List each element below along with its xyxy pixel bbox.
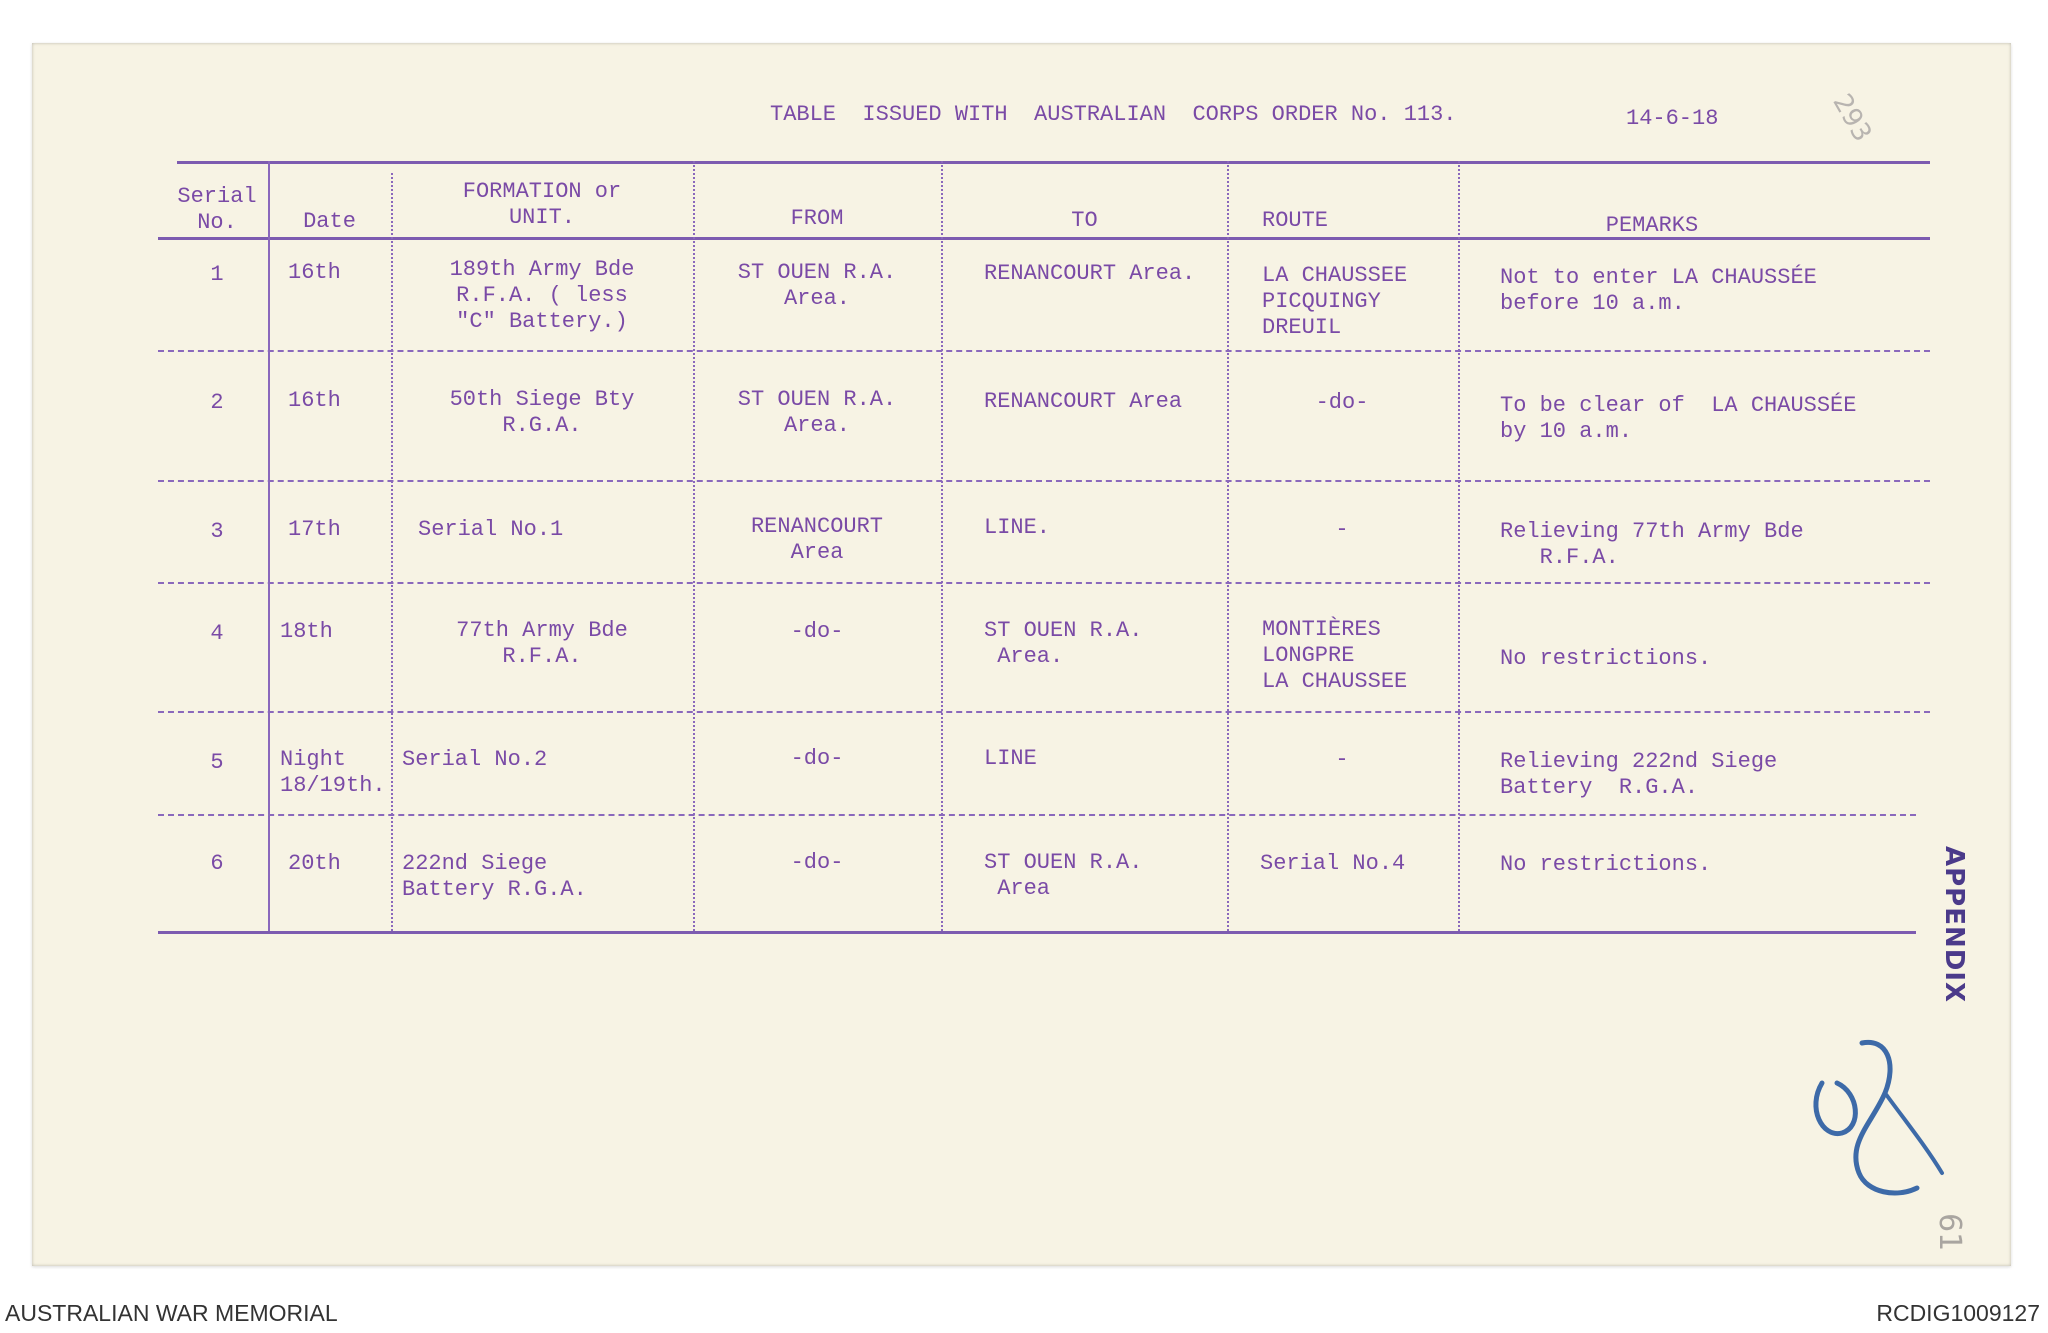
table-cell-date: 20th <box>288 851 341 876</box>
column-separator <box>391 173 393 931</box>
footer-catalog-id: RCDIG1009127 <box>1876 1300 2040 1326</box>
column-separator <box>268 161 270 931</box>
table-cell-from: -do- <box>790 746 844 771</box>
document-title: TABLE ISSUED WITH AUSTRALIAN CORPS ORDER No. 113. <box>770 102 1457 127</box>
table-cell-serial: 4 <box>210 621 224 646</box>
table-cell-to: LINE <box>984 746 1037 771</box>
table-cell-from: RENANCOURT Area <box>750 514 884 565</box>
row-divider <box>158 814 1916 816</box>
table-cell-formation: 77th Army Bde R.F.A. <box>456 618 628 669</box>
table-cell-remarks: To be clear of LA CHAUSSÉE by 10 a.m. <box>1500 393 1857 444</box>
row-divider <box>158 582 1930 584</box>
header-formation: FORMATION or UNIT. <box>462 179 622 230</box>
table-cell-serial: 1 <box>210 262 224 287</box>
handwritten-mark <box>1767 1023 1967 1233</box>
table-cell-to: ST OUEN R.A. Area <box>984 850 1143 901</box>
document-date: 14-6-18 <box>1626 106 1719 131</box>
table-cell-date: 17th <box>288 517 341 542</box>
table-cell-remarks: No restrictions. <box>1500 852 1712 877</box>
row-divider <box>158 350 1930 352</box>
handwritten-value: 8 <box>1767 1023 1768 1024</box>
table-cell-date: 16th <box>288 260 341 285</box>
table-cell-route: LA CHAUSSEE PICQUINGY DREUIL <box>1262 263 1408 340</box>
header-from: FROM <box>790 206 844 231</box>
header-route: ROUTE <box>1262 208 1329 233</box>
table-cell-to: RENANCOURT Area. <box>984 261 1196 286</box>
pencil-folio-number: 293 <box>1826 89 1878 147</box>
table-cell-serial: 2 <box>210 390 224 415</box>
table-cell-date: 16th <box>288 388 341 413</box>
table-cell-serial: 3 <box>210 519 224 544</box>
header-to: TO <box>1071 208 1098 233</box>
appendix-stamp: APPENDIX <box>1939 846 1969 1004</box>
table-cell-serial: 6 <box>210 851 224 876</box>
table-cell-from: -do- <box>790 619 844 644</box>
column-separator <box>1458 161 1460 931</box>
column-separator <box>693 161 695 931</box>
header-remarks: PEMARKS <box>1605 213 1699 238</box>
column-separator <box>1227 161 1229 931</box>
table-cell-route: -do- <box>1315 390 1369 415</box>
table-cell-to: RENANCOURT Area <box>984 389 1183 414</box>
table-top-rule <box>177 161 1930 164</box>
header-date: Date <box>303 209 356 234</box>
table-cell-route: Serial No.4 <box>1260 851 1406 876</box>
table-bottom-rule <box>158 931 1916 934</box>
column-separator <box>941 161 943 931</box>
table-cell-formation: 222nd Siege Battery R.G.A. <box>402 851 587 902</box>
table-cell-formation: Serial No.1 <box>418 517 564 542</box>
table-cell-from: ST OUEN R.A. Area. <box>737 260 897 311</box>
table-cell-date: 18th <box>280 619 333 644</box>
table-cell-serial: 5 <box>210 750 224 775</box>
table-cell-to: ST OUEN R.A. Area. <box>984 618 1143 669</box>
table-cell-formation: 50th Siege Bty R.G.A. <box>449 387 635 438</box>
table-cell-remarks: No restrictions. <box>1500 646 1712 671</box>
table-cell-route: - <box>1335 747 1349 772</box>
table-cell-remarks: Relieving 222nd Siege Battery R.G.A. <box>1500 749 1778 800</box>
table-cell-formation: Serial No.2 <box>402 747 548 772</box>
table-cell-route: - <box>1335 517 1349 542</box>
side-folio-number: 61 <box>1932 1213 1967 1252</box>
table-cell-formation: 189th Army Bde R.F.A. ( less "C" Battery.) <box>449 257 635 334</box>
table-cell-to: LINE. <box>984 515 1051 540</box>
table-cell-from: -do- <box>790 850 844 875</box>
document-sheet <box>32 43 2011 1266</box>
table-cell-date: Night 18/19th. <box>280 747 386 798</box>
row-divider <box>158 480 1930 482</box>
table-cell-route: MONTIÈRES LONGPRE LA CHAUSSEE <box>1262 617 1408 694</box>
header-serial: Serial No. <box>177 184 257 235</box>
table-cell-from: ST OUEN R.A. Area. <box>737 387 897 438</box>
table-cell-remarks: Relieving 77th Army Bde R.F.A. <box>1500 519 1804 570</box>
row-divider <box>158 711 1930 713</box>
table-cell-remarks: Not to enter LA CHAUSSÉE before 10 a.m. <box>1500 265 1817 316</box>
footer-institution: AUSTRALIAN WAR MEMORIAL <box>5 1300 338 1326</box>
